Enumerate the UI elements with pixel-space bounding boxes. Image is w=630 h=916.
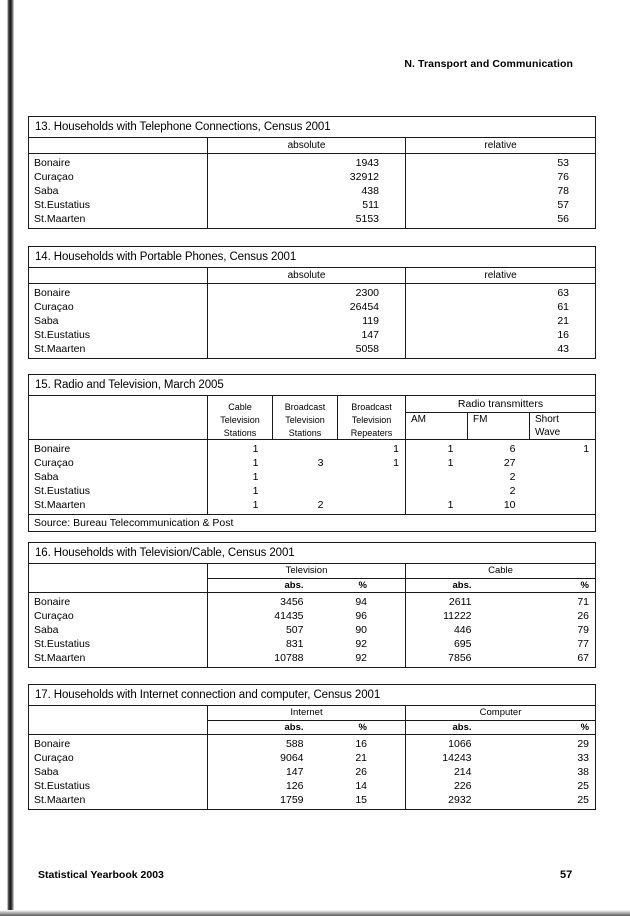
cell-relative: 76 bbox=[406, 170, 596, 184]
row-label: Bonaire bbox=[34, 287, 71, 299]
table-13-title: 13. Households with Telephone Connections, Census 2001 bbox=[29, 117, 596, 138]
cell-cable-abs: 446 bbox=[406, 623, 526, 637]
cell-relative: 21 bbox=[406, 314, 596, 328]
cell-cable-tv: 1 bbox=[208, 484, 273, 498]
cell-cable-tv: 1 bbox=[208, 440, 273, 457]
row-label: St.Eustatius bbox=[34, 199, 91, 211]
cell-internet-abs: 9064 bbox=[208, 751, 318, 765]
cell-computer-pct: 25 bbox=[577, 780, 590, 792]
cell-am bbox=[406, 470, 468, 484]
table-15 bbox=[28, 374, 596, 532]
table-row bbox=[29, 328, 596, 342]
header-cable-tv-stations-line2: Television bbox=[208, 413, 273, 427]
cell-relative: 43 bbox=[406, 342, 596, 359]
header-relative: relative bbox=[406, 268, 596, 284]
row-label: St.Maarten bbox=[34, 343, 86, 355]
cell-relative: 16 bbox=[406, 328, 596, 342]
cell-repeaters: 1 bbox=[393, 457, 399, 469]
cell-broadcast-tv: 3 bbox=[317, 457, 324, 469]
cell-internet-abs: 126 bbox=[208, 779, 318, 793]
cell-cable-abs: 11222 bbox=[406, 609, 526, 623]
row-label: St.Eustatius bbox=[34, 638, 91, 650]
cell-short-wave bbox=[530, 498, 596, 515]
cell-repeaters: 1 bbox=[393, 443, 399, 455]
cell-cable-abs: 695 bbox=[406, 637, 526, 651]
cell-tv-abs: 41435 bbox=[208, 609, 318, 623]
cell-broadcast-tv bbox=[273, 484, 338, 498]
cell-internet-pct: 21 bbox=[355, 752, 367, 764]
cell-internet-abs: 1759 bbox=[208, 793, 318, 810]
footer-publication-title: Statistical Yearbook 2003 bbox=[38, 869, 164, 881]
table-14 bbox=[28, 246, 596, 359]
table-16-title: 16. Households with Television/Cable, Census 2001 bbox=[29, 543, 596, 564]
header-fm: FM bbox=[468, 413, 530, 427]
header-cable-tv-stations-line1: Cable bbox=[208, 396, 273, 413]
table-title-row bbox=[29, 543, 596, 564]
header-computer-group: Computer bbox=[406, 706, 596, 721]
cell-absolute: 2300 bbox=[208, 284, 406, 301]
header-tv-abs: abs. bbox=[208, 579, 318, 593]
cell-fm: 2 bbox=[509, 485, 516, 497]
corner-cell bbox=[29, 564, 208, 593]
table-header-row-1 bbox=[29, 396, 596, 413]
table-row bbox=[29, 637, 596, 651]
cell-computer-pct: 33 bbox=[577, 752, 590, 764]
cell-relative: 56 bbox=[406, 212, 596, 229]
table-row bbox=[29, 184, 596, 198]
cell-am bbox=[406, 484, 468, 498]
table-15-source: Source: Bureau Telecommunication & Post bbox=[29, 515, 596, 532]
corner-cell bbox=[29, 268, 208, 284]
table-row bbox=[29, 170, 596, 184]
cell-internet-abs: 147 bbox=[208, 765, 318, 779]
row-label: St.Eustatius bbox=[34, 329, 91, 341]
row-label: Curaçao bbox=[34, 752, 74, 764]
cell-repeaters bbox=[338, 498, 406, 515]
table-row bbox=[29, 623, 596, 637]
row-label: St.Maarten bbox=[34, 213, 86, 225]
row-label: Bonaire bbox=[34, 157, 71, 169]
footer-page-number: 57 bbox=[560, 869, 573, 881]
cell-cable-pct: 26 bbox=[577, 610, 589, 622]
header-absolute: absolute bbox=[208, 138, 406, 154]
row-label: Bonaire bbox=[34, 738, 71, 750]
row-label: St.Maarten bbox=[34, 652, 86, 664]
cell-relative: 61 bbox=[406, 300, 596, 314]
table-row bbox=[29, 284, 596, 301]
header-cable-abs: abs. bbox=[406, 579, 526, 593]
row-label: Bonaire bbox=[34, 596, 71, 608]
row-label: Saba bbox=[34, 471, 59, 483]
cell-relative: 63 bbox=[406, 284, 596, 301]
row-label: St.Maarten bbox=[34, 499, 86, 511]
cell-computer-pct: 29 bbox=[577, 738, 590, 750]
row-label: Saba bbox=[34, 315, 59, 327]
cell-internet-pct: 16 bbox=[355, 738, 367, 750]
header-am: AM bbox=[406, 413, 468, 427]
table-row bbox=[29, 300, 596, 314]
table-row bbox=[29, 498, 596, 515]
cell-fm: 10 bbox=[503, 499, 516, 511]
table-15-container bbox=[28, 374, 595, 532]
cell-absolute: 32912 bbox=[208, 170, 406, 184]
table-13 bbox=[28, 116, 596, 229]
table-row bbox=[29, 593, 596, 610]
cell-cable-abs: 2611 bbox=[406, 593, 526, 610]
table-row bbox=[29, 735, 596, 752]
cell-tv-pct: 92 bbox=[355, 638, 367, 650]
header-broadcast-tv-stations-line1: Broadcast bbox=[273, 396, 338, 413]
table-title-row bbox=[29, 685, 596, 706]
cell-tv-abs: 3456 bbox=[208, 593, 318, 610]
cell-internet-abs: 588 bbox=[208, 735, 318, 752]
table-17-container bbox=[28, 684, 595, 810]
row-label: St.Eustatius bbox=[34, 485, 91, 497]
header-radio-transmitters-group: Radio transmitters bbox=[406, 396, 596, 413]
table-row bbox=[29, 314, 596, 328]
cell-relative: 57 bbox=[406, 198, 596, 212]
cell-relative: 53 bbox=[406, 154, 596, 171]
cell-tv-abs: 10788 bbox=[208, 651, 318, 668]
header-broadcast-tv-stations-line3: Stations bbox=[273, 426, 338, 440]
row-label: Curaçao bbox=[34, 301, 74, 313]
table-row bbox=[29, 609, 596, 623]
cell-broadcast-tv: 2 bbox=[317, 499, 324, 511]
cell-short-wave bbox=[530, 484, 596, 498]
cell-tv-pct: 96 bbox=[355, 610, 367, 622]
cell-am: 1 bbox=[406, 440, 468, 457]
table-16-container bbox=[28, 542, 595, 668]
cell-computer-abs: 2932 bbox=[406, 793, 526, 810]
cell-am: 1 bbox=[406, 498, 468, 515]
cell-tv-abs: 831 bbox=[208, 637, 318, 651]
header-am-spacer bbox=[406, 426, 468, 440]
header-computer-pct: % bbox=[526, 721, 596, 735]
cell-cable-abs: 7856 bbox=[406, 651, 526, 668]
cell-cable-pct: 71 bbox=[577, 596, 589, 608]
cell-relative: 78 bbox=[406, 184, 596, 198]
table-row bbox=[29, 456, 596, 470]
header-fm-spacer bbox=[468, 426, 530, 440]
header-internet-abs: abs. bbox=[208, 721, 318, 735]
cell-short-wave bbox=[530, 470, 596, 484]
header-tv-pct: % bbox=[318, 579, 406, 593]
cell-cable-tv: 1 bbox=[208, 498, 273, 515]
cell-computer-abs: 1066 bbox=[406, 735, 526, 752]
cell-computer-abs: 226 bbox=[406, 779, 526, 793]
row-label: Saba bbox=[34, 624, 59, 636]
cell-broadcast-tv bbox=[273, 440, 338, 457]
cell-tv-pct: 92 bbox=[355, 652, 367, 664]
table-title-row bbox=[29, 247, 596, 268]
cell-am: 1 bbox=[406, 456, 468, 470]
table-row bbox=[29, 154, 596, 171]
row-label: Curaçao bbox=[34, 457, 74, 469]
cell-repeaters bbox=[338, 470, 406, 484]
table-header-group-row bbox=[29, 564, 596, 579]
cell-internet-pct: 14 bbox=[355, 780, 367, 792]
row-label: Saba bbox=[34, 766, 59, 778]
header-cable-pct: % bbox=[526, 579, 596, 593]
table-15-title: 15. Radio and Television, March 2005 bbox=[29, 375, 596, 396]
header-computer-abs: abs. bbox=[406, 721, 526, 735]
cell-cable-pct: 67 bbox=[577, 652, 589, 664]
table-row bbox=[29, 440, 596, 457]
table-13-container bbox=[28, 116, 595, 229]
section-header: N. Transport and Communication bbox=[404, 58, 573, 70]
header-short-wave-line2: Wave bbox=[530, 426, 596, 440]
cell-computer-abs: 214 bbox=[406, 765, 526, 779]
table-14-container bbox=[28, 246, 595, 359]
table-header-row bbox=[29, 268, 596, 284]
cell-cable-pct: 77 bbox=[577, 638, 589, 650]
header-relative: relative bbox=[406, 138, 596, 154]
cell-cable-pct: 79 bbox=[577, 624, 589, 636]
header-broadcast-tv-repeaters-line2: Television bbox=[338, 413, 406, 427]
cell-fm: 27 bbox=[503, 457, 516, 469]
cell-tv-pct: 90 bbox=[355, 624, 367, 636]
cell-absolute: 5153 bbox=[208, 212, 406, 229]
table-16 bbox=[28, 542, 596, 668]
header-cable-group: Cable bbox=[406, 564, 596, 579]
cell-absolute: 119 bbox=[208, 314, 406, 328]
header-absolute: absolute bbox=[208, 268, 406, 284]
table-row bbox=[29, 470, 596, 484]
table-header-group-row bbox=[29, 706, 596, 721]
corner-cell bbox=[29, 396, 208, 440]
header-broadcast-tv-repeaters-line3: Repeaters bbox=[338, 426, 406, 440]
corner-cell bbox=[29, 138, 208, 154]
header-broadcast-tv-repeaters-line1: Broadcast bbox=[338, 396, 406, 413]
cell-computer-pct: 25 bbox=[577, 794, 590, 806]
cell-repeaters bbox=[338, 484, 406, 498]
cell-absolute: 147 bbox=[208, 328, 406, 342]
row-label: Saba bbox=[34, 185, 59, 197]
table-row bbox=[29, 779, 596, 793]
scan-bottom-edge bbox=[0, 910, 630, 916]
header-internet-group: Internet bbox=[208, 706, 406, 721]
corner-cell bbox=[29, 706, 208, 735]
row-label: Curaçao bbox=[34, 171, 74, 183]
cell-absolute: 26454 bbox=[208, 300, 406, 314]
cell-absolute: 5058 bbox=[208, 342, 406, 359]
cell-broadcast-tv bbox=[273, 470, 338, 484]
table-row bbox=[29, 765, 596, 779]
table-title-row bbox=[29, 117, 596, 138]
table-14-title: 14. Households with Portable Phones, Census 2001 bbox=[29, 247, 596, 268]
table-row bbox=[29, 198, 596, 212]
cell-computer-abs: 14243 bbox=[406, 751, 526, 765]
row-label: Curaçao bbox=[34, 610, 74, 622]
table-row bbox=[29, 484, 596, 498]
cell-short-wave bbox=[530, 456, 596, 470]
cell-fm: 2 bbox=[509, 471, 516, 483]
table-title-row bbox=[29, 375, 596, 396]
cell-cable-tv: 1 bbox=[208, 470, 273, 484]
cell-short-wave: 1 bbox=[583, 443, 590, 455]
table-row bbox=[29, 793, 596, 810]
table-17 bbox=[28, 684, 596, 810]
cell-absolute: 511 bbox=[208, 198, 406, 212]
table-row bbox=[29, 212, 596, 229]
header-internet-pct: % bbox=[318, 721, 406, 735]
cell-computer-pct: 38 bbox=[577, 766, 590, 778]
cell-absolute: 1943 bbox=[208, 154, 406, 171]
header-television-group: Television bbox=[208, 564, 406, 579]
table-row bbox=[29, 751, 596, 765]
row-label: St.Maarten bbox=[34, 794, 86, 806]
table-header-row bbox=[29, 138, 596, 154]
header-short-wave-line1: Short bbox=[530, 413, 596, 427]
header-cable-tv-stations-line3: Stations bbox=[208, 426, 273, 440]
cell-absolute: 438 bbox=[208, 184, 406, 198]
header-broadcast-tv-stations-line2: Television bbox=[273, 413, 338, 427]
table-row bbox=[29, 651, 596, 668]
table-row bbox=[29, 342, 596, 359]
table-source-row bbox=[29, 515, 596, 532]
row-label: St.Eustatius bbox=[34, 780, 91, 792]
cell-internet-pct: 15 bbox=[355, 794, 367, 806]
cell-tv-pct: 94 bbox=[355, 596, 367, 608]
cell-tv-abs: 507 bbox=[208, 623, 318, 637]
row-label: Bonaire bbox=[34, 443, 71, 455]
cell-cable-tv: 1 bbox=[208, 456, 273, 470]
cell-fm: 6 bbox=[509, 443, 516, 455]
scan-binding-edge bbox=[7, 0, 14, 916]
cell-internet-pct: 26 bbox=[355, 766, 367, 778]
table-17-title: 17. Households with Internet connection and computer, Census 2001 bbox=[29, 685, 596, 706]
